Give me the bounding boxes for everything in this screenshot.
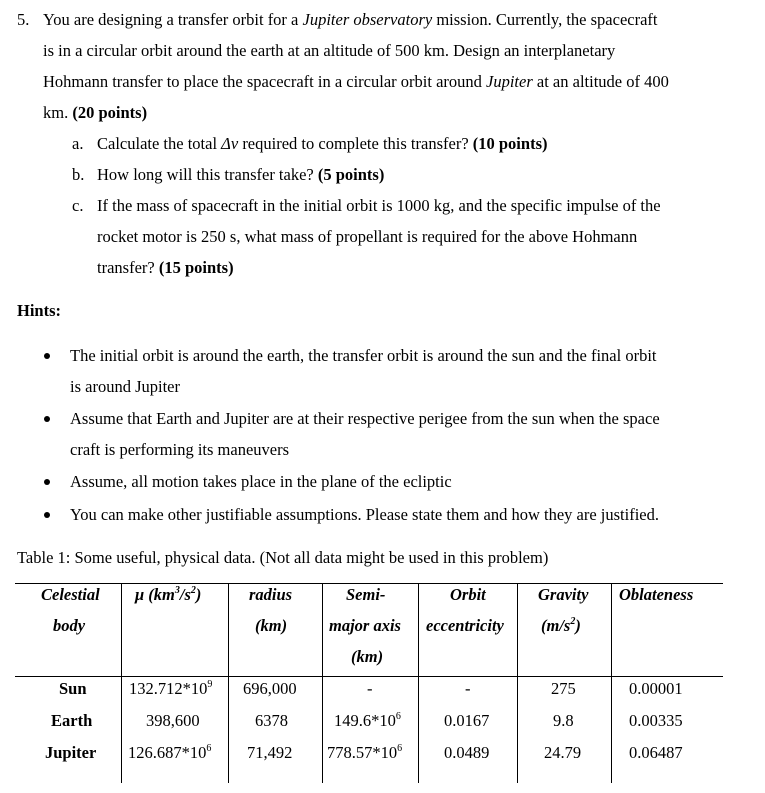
row-jupiter-ecc: 0.0489 (444, 743, 490, 762)
question-points: (20 points) (72, 103, 148, 122)
mission-name: Jupiter observatory (302, 10, 433, 29)
part-a-text (97, 134, 547, 154)
question-text: mission. Currently, the spacecraft (432, 10, 658, 29)
header-oblateness: Oblateness (619, 585, 694, 604)
row-sun-gravity: 275 (551, 679, 576, 698)
table-col-rule (611, 583, 612, 783)
question-line-1 (43, 10, 657, 30)
cell-exponent: 6 (397, 743, 403, 754)
header-mu (135, 585, 201, 605)
part-points: (5 points) (317, 165, 385, 184)
row-jupiter-gravity: 24.79 (544, 743, 582, 762)
question-text: at an altitude of 400 (532, 72, 669, 91)
table-col-rule (121, 583, 122, 783)
header-mu-text: /s (179, 585, 191, 604)
header-body: body (53, 616, 86, 635)
hint-3-line-1: Assume, all motion takes place in the plane of the ecliptic (70, 472, 452, 491)
hint-2-line-2: craft is performing its maneuvers (70, 440, 290, 459)
part-c-label: c. (72, 196, 84, 215)
hint-2-line-1: Assume that Earth and Jupiter are at their respective perigee from the sun when the space (70, 409, 660, 428)
cell-exponent: 9 (207, 679, 213, 690)
row-sun-radius: 696,000 (243, 679, 297, 698)
header-gravity-sup: 2 (570, 616, 576, 627)
cell-exponent: 6 (395, 711, 401, 722)
part-points: (10 points) (472, 134, 548, 153)
row-sun-ecc: - (465, 679, 471, 698)
row-sun-sma: - (367, 679, 373, 698)
question-text: You are designing a transfer orbit for a (43, 10, 303, 29)
part-a-label: a. (72, 134, 84, 153)
hints-title: Hints: (17, 301, 62, 320)
row-earth-oblateness: 0.00335 (629, 711, 683, 730)
bullet-icon (44, 353, 50, 359)
question-text: km. (43, 103, 73, 122)
question-line-2: is in a circular orbit around the earth at an altitude of 500 km. Design an interplanetary (43, 41, 616, 60)
question-number: 5. (17, 10, 30, 29)
part-text: transfer? (97, 258, 159, 277)
table-caption: Table 1: Some useful, physical data. (Not all data might be used in this problem) (17, 548, 549, 567)
table-col-rule (322, 583, 323, 783)
header-gravity-text: ) (575, 616, 581, 635)
row-jupiter-mu (128, 743, 211, 763)
cell-value: 126.687*10 (128, 743, 207, 762)
row-jupiter-radius: 71,492 (247, 743, 293, 762)
row-earth-radius: 6378 (255, 711, 288, 730)
part-b-label: b. (72, 165, 85, 184)
row-earth-mu: 398,600 (146, 711, 200, 730)
planet-name: Jupiter (486, 72, 533, 91)
question-text: Hohmann transfer to place the spacecraft in a circular orbit around (43, 72, 487, 91)
cell-exponent: 6 (206, 743, 212, 754)
part-points: (15 points) (158, 258, 234, 277)
hint-4-line-1: You can make other justifiable assumptions. Please state them and how they are justified. (70, 505, 659, 524)
row-earth-body: Earth (51, 711, 93, 730)
header-mu-sup: 2 (190, 585, 196, 596)
row-earth-gravity: 9.8 (553, 711, 574, 730)
bullet-icon (44, 512, 50, 518)
question-line-4 (43, 103, 147, 123)
row-sun-body: Sun (59, 679, 87, 698)
header-mu-text: ) (195, 585, 202, 604)
part-c-line-1: If the mass of spacecraft in the initial orbit is 1000 kg, and the specific impulse of the (97, 196, 661, 215)
data-table (15, 583, 723, 783)
table-col-rule (228, 583, 229, 783)
bullet-icon (44, 416, 50, 422)
header-radius-unit: (km) (255, 616, 288, 635)
cell-value: 149.6*10 (334, 711, 396, 730)
table-col-rule (418, 583, 419, 783)
row-sun-mu (129, 679, 212, 699)
header-gravity: Gravity (538, 585, 589, 604)
header-major-axis: major axis (329, 616, 401, 635)
header-sma-unit: (km) (351, 647, 384, 666)
row-earth-ecc: 0.0167 (444, 711, 490, 730)
part-text: How long will this transfer take? (97, 165, 318, 184)
header-celestial: Celestial (41, 585, 100, 604)
hint-1-line-1: The initial orbit is around the earth, the transfer orbit is around the sun and the final orbit (70, 346, 657, 365)
header-eccentricity: eccentricity (426, 616, 504, 635)
row-sun-oblateness: 0.00001 (629, 679, 683, 698)
cell-value: 132.712*10 (129, 679, 208, 698)
part-text: required to complete this transfer? (238, 134, 473, 153)
cell-value: 778.57*10 (327, 743, 398, 762)
bullet-icon (44, 479, 50, 485)
header-mu-text: μ (km (135, 585, 175, 604)
table-col-rule (517, 583, 518, 783)
row-earth-sma (334, 711, 401, 731)
part-text: Calculate the total (97, 134, 222, 153)
delta-v-symbol: Δv (221, 134, 239, 153)
part-b-text (97, 165, 384, 185)
question-line-3 (43, 72, 669, 92)
header-gravity-unit (541, 616, 581, 636)
row-jupiter-oblateness: 0.06487 (629, 743, 683, 762)
header-gravity-text: (m/s (541, 616, 571, 635)
row-jupiter-sma (327, 743, 402, 763)
header-orbit: Orbit (450, 585, 486, 604)
hint-1-line-2: is around Jupiter (70, 377, 180, 396)
part-c-line-3 (97, 258, 234, 278)
part-c-line-2: rocket motor is 250 s, what mass of propellant is required for the above Hohmann (97, 227, 638, 246)
row-jupiter-body: Jupiter (45, 743, 97, 762)
header-mu-sup: 3 (174, 585, 180, 596)
header-semi: Semi- (346, 585, 386, 604)
header-radius: radius (249, 585, 293, 604)
